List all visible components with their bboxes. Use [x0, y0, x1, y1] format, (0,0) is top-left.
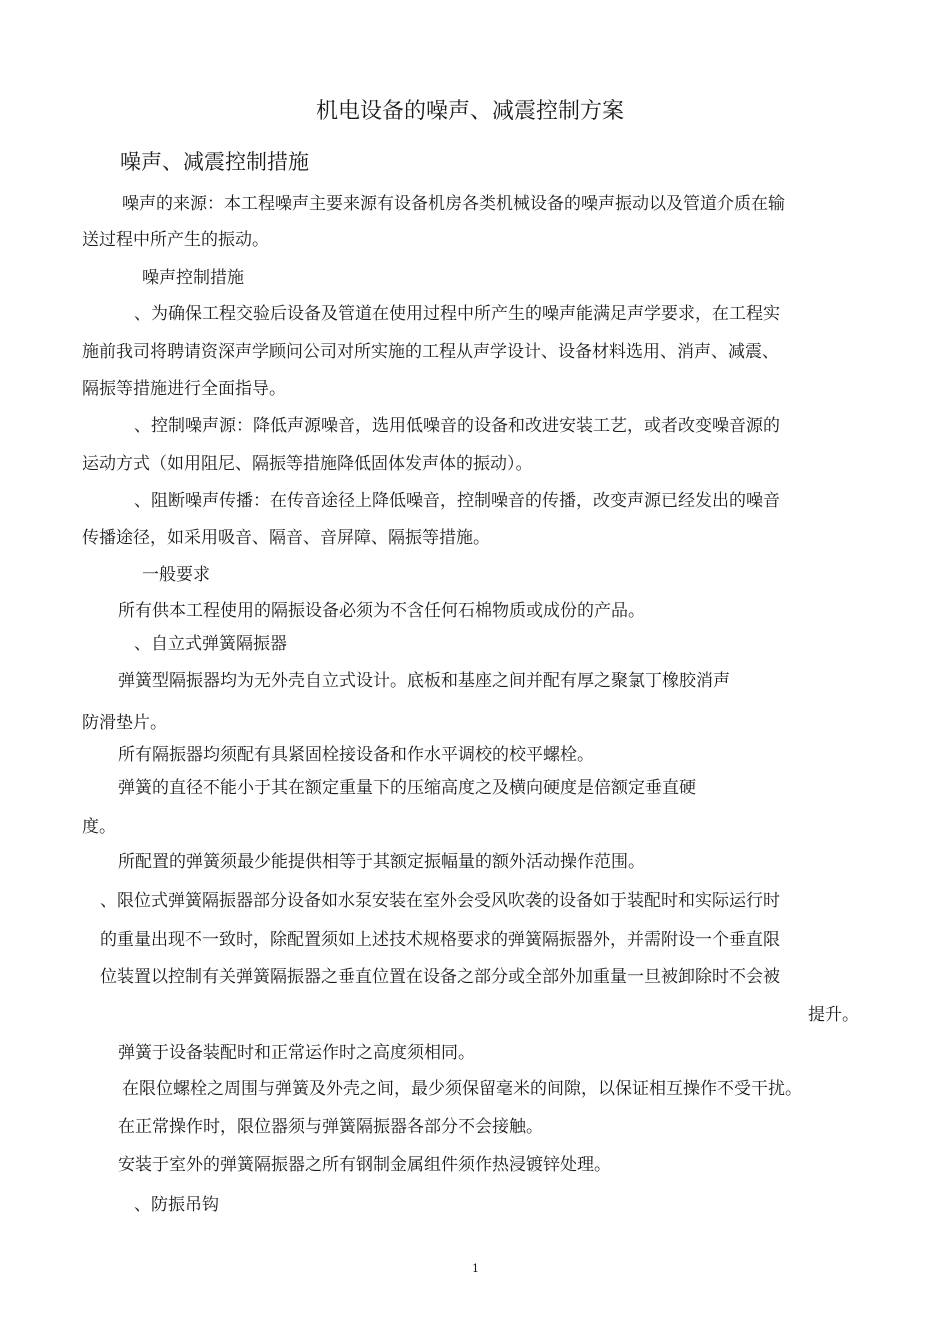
paragraph-line: 所有隔振器均须配有具紧固栓接设备和作水平调校的校平螺栓。	[118, 745, 594, 765]
section-heading: 噪声、减震控制措施	[120, 150, 309, 174]
subheading: 、防振吊钩	[134, 1195, 219, 1215]
subheading: 一般要求	[142, 565, 210, 585]
paragraph-line: 传播途径，如采用吸音、隔音、音屏障、隔振等措施。	[82, 528, 490, 548]
paragraph-line: 送过程中所产生的振动。	[82, 230, 269, 250]
paragraph-line: 施前我司将聘请资深声学顾问公司对所实施的工程从声学设计、设备材料选用、消声、减震、	[82, 342, 779, 362]
paragraph-line: 、控制噪声源：降低声源噪音，选用低噪音的设备和改进安装工艺，或者改变噪音源的	[134, 416, 780, 436]
paragraph-line: 运动方式（如用阻尼、隔振等措施降低固体发声体的振动）。	[82, 454, 533, 474]
paragraph-line: 弹簧的直径不能小于其在额定重量下的压缩高度之及横向硬度是倍额定垂直硬	[118, 778, 696, 798]
paragraph-line: 安装于室外的弹簧隔振器之所有钢制金属组件须作热浸镀锌处理。	[118, 1155, 611, 1175]
paragraph-line: 所配置的弹簧须最少能提供相等于其额定振幅量的额外活动操作范围。	[118, 852, 645, 872]
paragraph-line: 在限位螺栓之周围与弹簧及外壳之间，最少须保留毫米的间隙，以保证相互操作不受干扰。	[122, 1079, 802, 1099]
paragraph-line: 提升。	[808, 1005, 859, 1025]
paragraph-line: 的重量出现不一致时，除配置须如上述技术规格要求的弹簧隔振器外，并需附设一个垂直限	[100, 930, 780, 950]
subheading: 、自立式弹簧隔振器	[134, 634, 287, 654]
document-title: 机电设备的噪声、减震控制方案	[316, 99, 625, 124]
paragraph-line: 在正常操作时，限位器须与弹簧隔振器各部分不会接触。	[118, 1117, 543, 1137]
paragraph-line: 噪声的来源：本工程噪声主要来源有设备机房各类机械设备的噪声振动以及管道介质在输	[122, 194, 785, 214]
paragraph-line: 、阻断噪声传播：在传音途径上降低噪音，控制噪音的传播，改变声源已经发出的噪音	[134, 491, 780, 511]
paragraph-line: 隔振等措施进行全面指导。	[82, 379, 286, 399]
subheading: 噪声控制措施	[142, 268, 244, 288]
paragraph-line: 弹簧于设备装配时和正常运作时之高度须相同。	[118, 1043, 475, 1063]
paragraph-line: 、为确保工程交验后设备及管道在使用过程中所产生的噪声能满足声学要求，在工程实	[134, 304, 780, 324]
paragraph-line: 、限位式弹簧隔振器部分设备如水泵安装在室外会受风吹袭的设备如于装配时和实际运行时	[100, 891, 780, 911]
page-number: 1	[472, 1262, 479, 1275]
paragraph-line: 所有供本工程使用的隔振设备必须为不含任何石棉物质或成份的产品。	[118, 601, 645, 621]
paragraph-line: 防滑垫片。	[82, 713, 167, 733]
paragraph-line: 弹簧型隔振器均为无外壳自立式设计。底板和基座之间并配有厚之聚氯丁橡胶消声	[118, 671, 730, 691]
paragraph-line: 位装置以控制有关弹簧隔振器之垂直位置在设备之部分或全部外加重量一旦被卸除时不会被	[100, 967, 780, 987]
paragraph-line: 度。	[82, 817, 116, 837]
